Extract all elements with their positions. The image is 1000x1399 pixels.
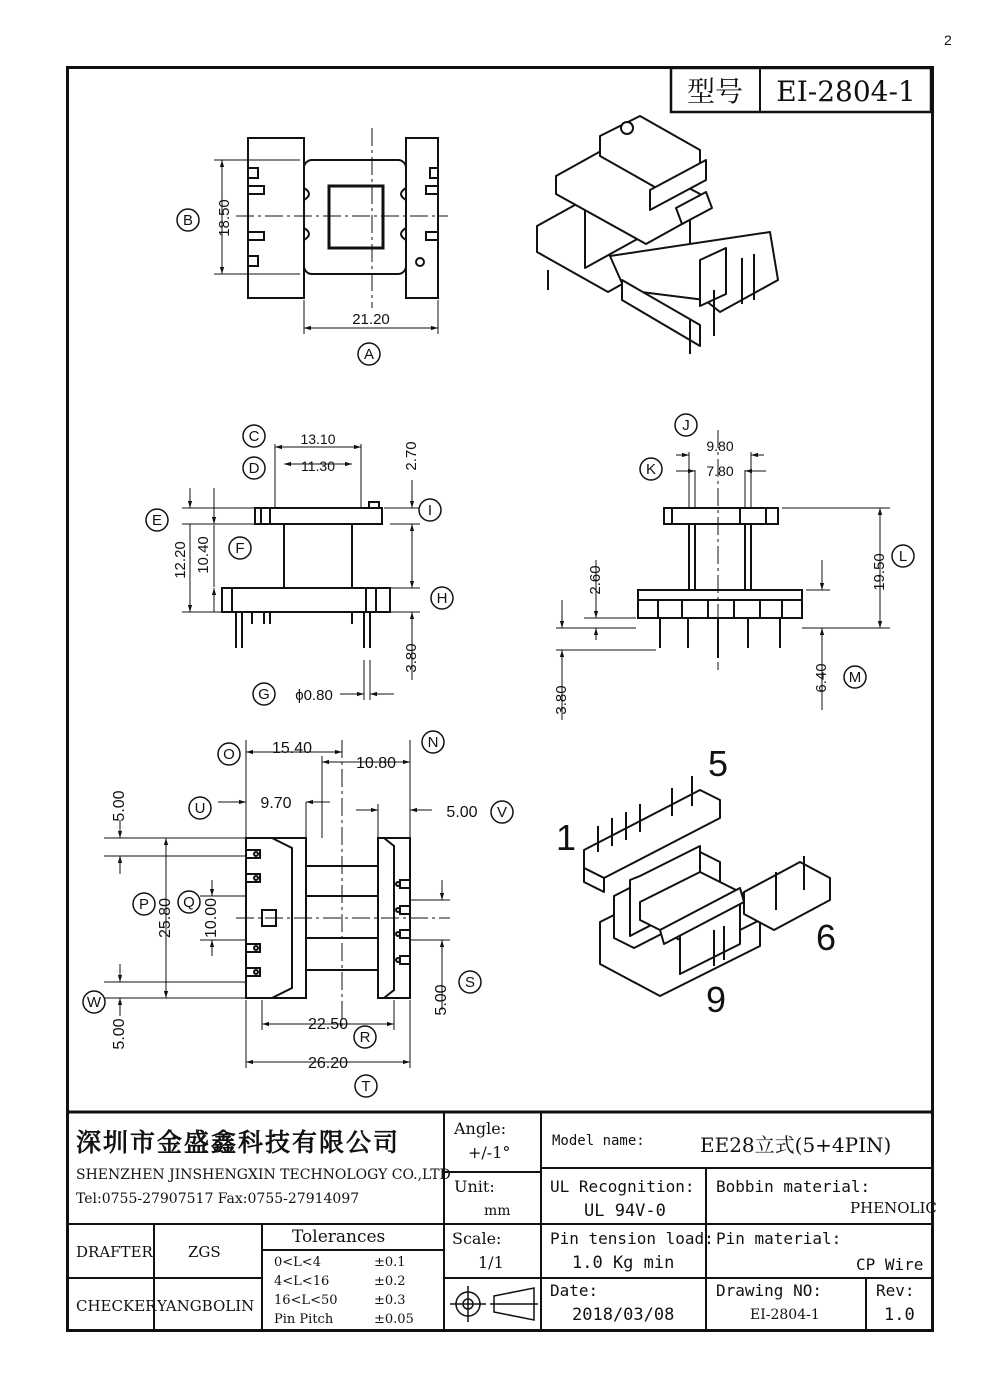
dim-u-value: 9.70 <box>260 795 292 812</box>
dim-r-value: 22.50 <box>307 1016 349 1033</box>
tolerances-ranges <box>274 1253 338 1329</box>
drafter-value: ZGS <box>188 1243 221 1261</box>
callout-f: F <box>235 540 245 557</box>
company-name-cn: 深圳市金盛鑫科技有限公司 <box>76 1129 401 1157</box>
pin-label-5: 5 <box>707 743 729 784</box>
model-name-label: Model name: <box>552 1133 645 1149</box>
callout-g: G <box>258 686 270 703</box>
callout-w: W <box>86 994 102 1011</box>
date-label: Date: <box>550 1281 599 1300</box>
dim-side-bottom-value: 3.80 <box>553 685 570 715</box>
unit-value: mm <box>484 1203 511 1219</box>
bottom-view <box>104 740 450 1068</box>
pin-label-1: 1 <box>555 817 577 858</box>
dim-side-top-value: 2.60 <box>587 565 604 595</box>
pin-label-6: 6 <box>815 917 837 958</box>
callout-c: C <box>248 428 260 445</box>
callout-letters <box>87 212 907 1095</box>
drafter-label: DRAFTER <box>76 1243 153 1261</box>
tolerance-range: 16<L<50 <box>274 1293 338 1308</box>
callout-u: U <box>194 800 206 817</box>
callout-t: T <box>361 1078 371 1095</box>
tolerance-value: ±0.05 <box>374 1312 414 1327</box>
tolerance-value: ±0.3 <box>374 1293 406 1308</box>
callout-i: I <box>427 502 433 519</box>
tolerance-range: Pin Pitch <box>274 1312 334 1327</box>
unit-label: Unit: <box>454 1177 495 1196</box>
dim-a-value: 21.20 <box>352 311 390 328</box>
dim-q-value: 10.00 <box>203 897 220 939</box>
scale-label: Scale: <box>452 1229 502 1248</box>
header-model: EI-2804-1 <box>776 75 916 108</box>
pin-material-value: CP Wire <box>856 1255 924 1274</box>
checker-label: CHECKER <box>76 1297 157 1315</box>
callout-p: P <box>138 896 150 913</box>
dim-g-value: ϕ0.80 <box>295 687 333 704</box>
callout-q: Q <box>183 894 195 911</box>
bobbin-material-label: Bobbin material: <box>716 1177 871 1196</box>
callout-s: S <box>464 974 476 991</box>
dim-b-value: 18.50 <box>216 199 233 237</box>
title-block <box>66 1111 937 1332</box>
dim-v-value: 5.00 <box>446 804 478 821</box>
company-contact: Tel:0755-27907517 Fax:0755-27914097 <box>76 1191 360 1207</box>
iso-view-top <box>537 116 778 354</box>
checker-value: YANGBOLIN <box>157 1297 255 1315</box>
angle-label: Angle: <box>454 1119 507 1138</box>
dim-t-value: 26.20 <box>307 1055 349 1072</box>
ul-recognition-label: UL Recognition: <box>550 1177 695 1196</box>
iso-view-bottom <box>584 776 830 996</box>
tolerances-title: Tolerances <box>292 1227 386 1247</box>
tolerance-value: ±0.1 <box>374 1255 406 1270</box>
rev-value: 1.0 <box>884 1305 915 1325</box>
drawing-no-label: Drawing NO: <box>716 1281 822 1300</box>
dim-p-value: 25.80 <box>157 897 174 939</box>
bobbin-material-value: PHENOLIC <box>850 1199 937 1217</box>
angle-value: +/-1° <box>468 1143 511 1162</box>
callouts <box>83 209 914 1097</box>
callout-r: R <box>359 1029 371 1046</box>
model-name-value: EE28立式(5+4PIN) <box>700 1133 892 1157</box>
dim-w-top-value: 5.00 <box>111 790 128 822</box>
pin-tension-label: Pin tension load: <box>550 1229 714 1248</box>
drawing-no-value: EI-2804-1 <box>750 1307 820 1323</box>
callout-d: D <box>248 460 260 477</box>
header-label: 型号 <box>686 76 744 107</box>
dim-c-value: 13.10 <box>300 431 336 447</box>
dim-d-value: 11.30 <box>301 458 335 474</box>
callout-b: B <box>182 212 194 229</box>
callout-h: H <box>436 590 448 607</box>
rev-label: Rev: <box>876 1281 915 1300</box>
tolerance-value: ±0.2 <box>374 1274 406 1289</box>
dim-h-value: 3.80 <box>403 643 420 673</box>
callout-o: O <box>223 746 235 763</box>
tolerance-range: 4<L<16 <box>274 1274 330 1289</box>
tolerance-range: 0<L<4 <box>274 1255 321 1270</box>
dim-l-value: 19.50 <box>871 553 888 591</box>
dim-w-bottom-value: 5.00 <box>111 1018 128 1050</box>
tolerances-values <box>374 1253 414 1329</box>
dim-k-value: 7.80 <box>706 463 734 479</box>
company-name-en: SHENZHEN JINSHENGXIN TECHNOLOGY CO.,LTD <box>76 1167 451 1183</box>
pin-label-9: 9 <box>705 979 727 1020</box>
callout-e: E <box>151 512 163 529</box>
pin-material-label: Pin material: <box>716 1229 842 1248</box>
callout-v: V <box>496 804 508 821</box>
callout-k: K <box>645 461 657 478</box>
dim-i-value: 2.70 <box>403 441 420 471</box>
callout-a: A <box>363 346 375 363</box>
dim-n-value: 10.80 <box>355 755 397 772</box>
front-view <box>182 444 420 700</box>
dim-e-value: 12.20 <box>172 541 189 579</box>
top-view <box>214 128 448 334</box>
pin-tension-value: 1.0 Kg min <box>572 1253 675 1273</box>
callout-n: N <box>427 734 439 751</box>
dim-o-value: 15.40 <box>271 740 313 757</box>
scale-value: 1/1 <box>478 1253 504 1272</box>
callout-l: L <box>898 548 908 565</box>
dim-s-value: 5.00 <box>433 984 450 1016</box>
dim-m-value: 6.40 <box>813 663 830 693</box>
dim-j-value: 9.80 <box>706 438 734 454</box>
dim-f-value: 10.40 <box>195 536 212 574</box>
corner-mark: 2 <box>944 32 952 48</box>
ul-recognition-value: UL 94V-0 <box>584 1201 666 1221</box>
callout-m: M <box>848 669 862 686</box>
header-box <box>671 68 931 112</box>
date-value: 2018/03/08 <box>572 1305 675 1325</box>
callout-j: J <box>682 417 690 434</box>
